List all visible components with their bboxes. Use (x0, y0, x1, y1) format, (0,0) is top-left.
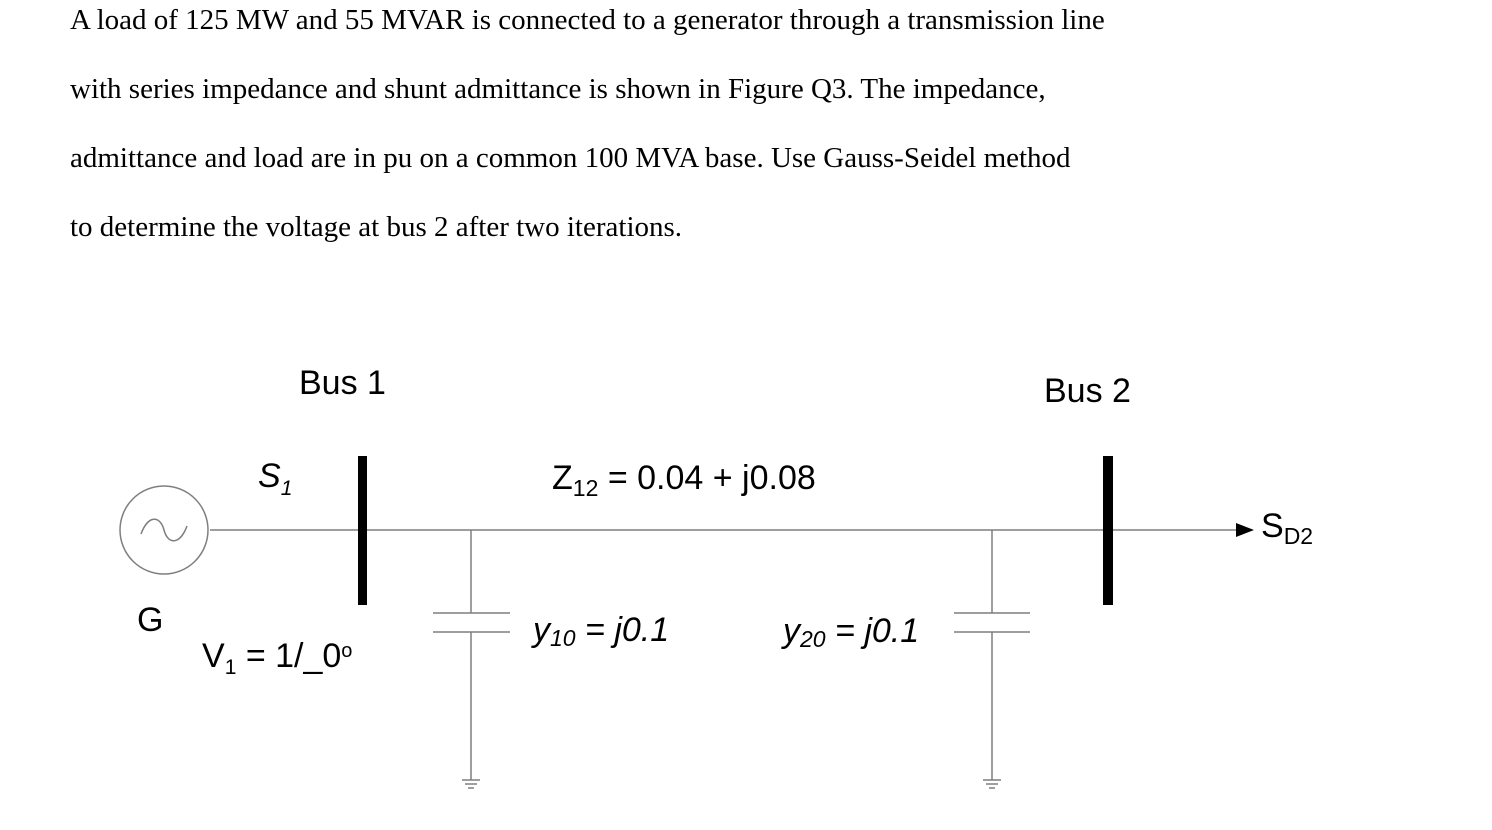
y10-label: y10 = j0.1 (533, 611, 670, 651)
problem-line-3: admittance and load are in pu on a common 100 MVA base. Use Gauss-Seidel method (70, 142, 1071, 174)
problem-line-1: A load of 125 MW and 55 MVAR is connected to a generator through a transmission line (70, 4, 1105, 36)
bus-2-bar (1103, 456, 1113, 605)
problem-line-4: to determine the voltage at bus 2 after two iterations. (70, 211, 683, 243)
shunt-capacitor-y10 (433, 530, 510, 788)
generator-label: G (137, 601, 164, 639)
bus-1-label: Bus 1 (299, 364, 386, 402)
shunt-capacitor-y20 (954, 530, 1030, 788)
y20-label: y20 = j0.1 (783, 612, 920, 652)
generator-icon (120, 486, 208, 574)
bus-1-bar (358, 456, 367, 605)
s1-label: $S_1$ (258, 457, 293, 500)
bus-2-label: Bus 2 (1044, 372, 1131, 410)
sd2-label: $S_{D2}$ (1261, 507, 1314, 549)
z12-label: $Z_{12} = 0.04 + j0.08$ (552, 459, 816, 501)
problem-line-2: with series impedance and shunt admittance is shown in Figure Q3. The impedance, (70, 73, 1046, 105)
load-arrow-icon (1236, 523, 1254, 537)
v1-label: $V_1$ = $1/\_0^o$ (202, 637, 353, 679)
